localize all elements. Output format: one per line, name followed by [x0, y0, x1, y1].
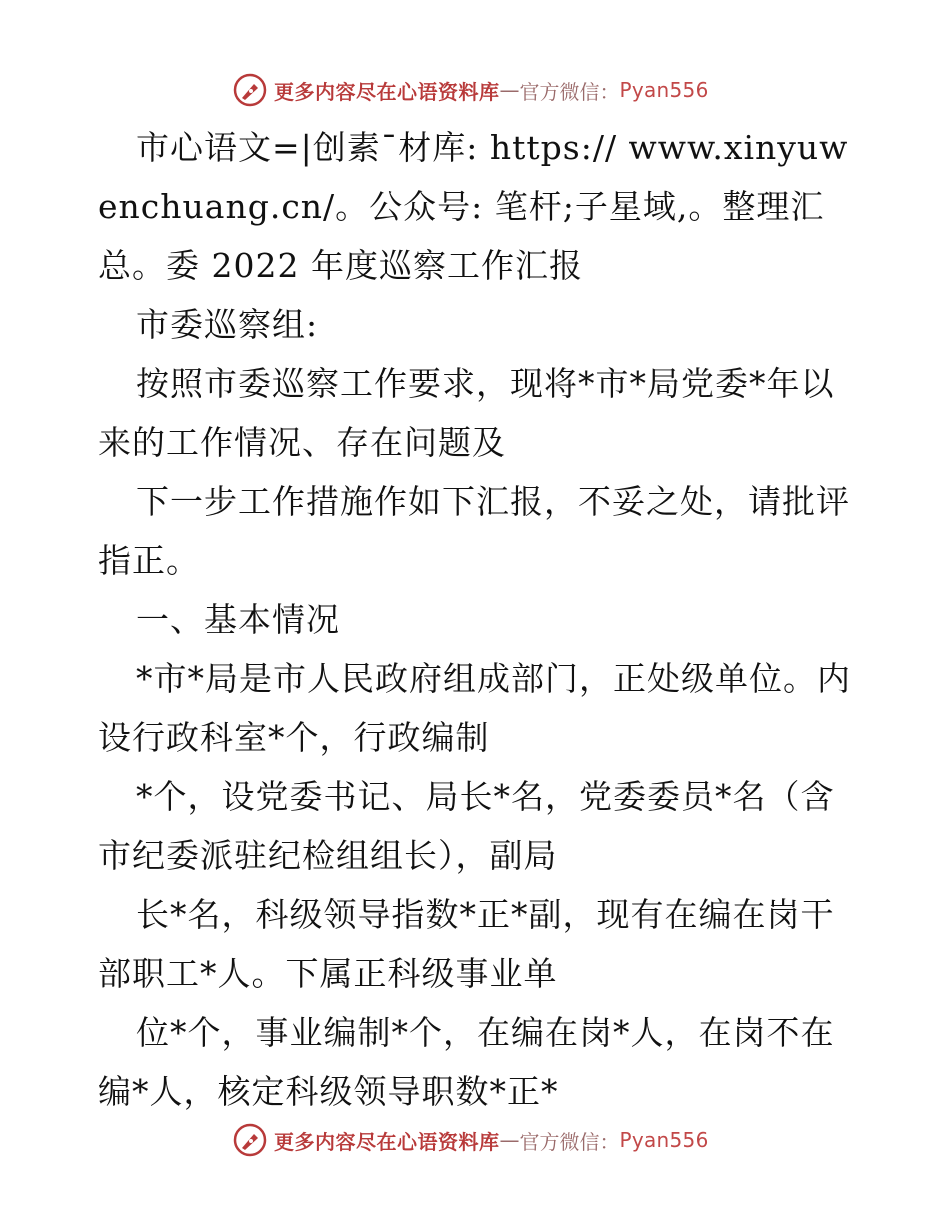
- banner-main-text: 更多内容尽在心语资料库: [274, 1129, 500, 1154]
- banner-main-text: 更多内容尽在心语资料库: [274, 79, 500, 104]
- paragraph-body: 按照市委巡察工作要求，现将*市*局党委*年以来的工作情况、存在问题及: [98, 364, 835, 462]
- paragraph-body: 下一步工作措施作如下汇报，不妥之处，请批评指正。: [98, 482, 850, 580]
- paragraph-salutation: 市委巡察组:: [136, 305, 319, 344]
- document-body: [98, 118, 858, 1121]
- banner-official-label: 官方微信：: [519, 1129, 620, 1154]
- section-heading: 一、基本情况: [136, 600, 340, 639]
- paragraph-body: 位*个，事业编制*个，在编在岗*人，在岗不在编*人，核定科级领导职数*正*: [98, 1013, 835, 1111]
- banner-dash: —: [499, 78, 520, 102]
- paragraph-body: *市*局是市人民政府组成部门，正处级单位。内设行政科室*个，行政编制: [98, 659, 851, 757]
- paragraph-body: *个，设党委书记、局长*名，党委委员*名（含市纪委派驻纪检组组长），副局: [98, 777, 835, 875]
- footer-banner: [232, 1120, 709, 1160]
- header-banner: [232, 70, 709, 110]
- banner-wechat-id: Pyan556: [619, 78, 709, 102]
- paragraph-intro: 市心语文=|创素¯材库: https:// www.xinyuwenchuang.cn/。公众号: 笔杆;子星域,。整理汇总。委 2022 年度巡察工作汇报: [98, 128, 849, 285]
- banner-official-label: 官方微信：: [519, 79, 620, 104]
- pen-nib-icon: [232, 72, 268, 108]
- paragraph-body: 长*名，科级领导指数*正*副，现有在编在岗干部职工*人。下属正科级事业单: [98, 895, 835, 993]
- pen-nib-icon: [232, 1122, 268, 1158]
- banner-dash: —: [499, 1128, 520, 1152]
- banner-wechat-id: Pyan556: [619, 1128, 709, 1152]
